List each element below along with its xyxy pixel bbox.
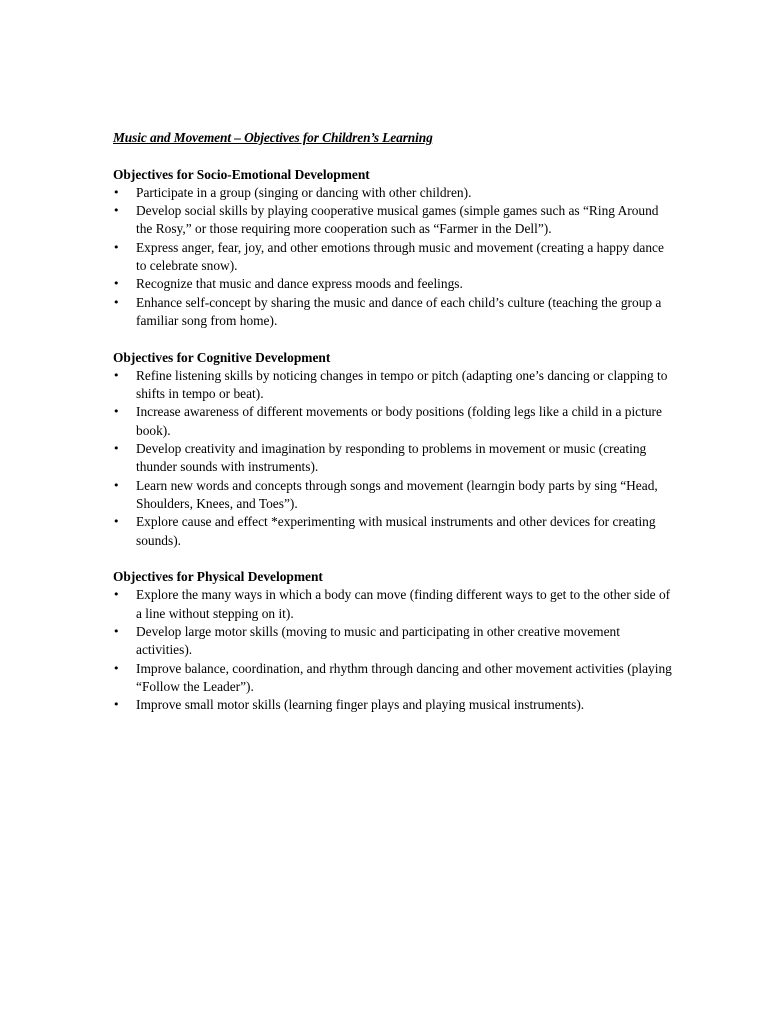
list-item-text: Learn new words and concepts through songs and movement (learngin body parts by sing “Head, Shoulders, Knees, and Toes”). [136,477,658,511]
list-item-text: Enhance self-concept by sharing the music and dance of each child’s culture (teaching the group a familiar song from home). [136,294,662,328]
bullet-icon: • [113,277,120,291]
list-item-text: Increase awareness of different movements or body positions (folding legs like a child in a picture book). [136,404,662,438]
list-item-text: Improve small motor skills (learning finger plays and playing musical instruments). [136,697,585,713]
objectives-section [113,568,673,714]
objectives-list [113,367,673,550]
list-item-text: Improve balance, coordination, and rhythm through dancing and other movement activities (playing “Follow the Leader”). [136,660,672,694]
bullet-icon: • [113,661,120,675]
list-item-text: Develop social skills by playing cooperative musical games (simple games such as “Ring Around the Rosy,” or those requiring more cooperation such as “Farmer in the Dell”). [136,203,659,237]
list-item [113,660,673,697]
bullet-icon: • [113,478,120,492]
list-item-text: Explore the many ways in which a body can move (finding different ways to get to the other side of a line without stepping on it). [136,587,671,621]
bullet-icon: • [113,240,120,254]
objectives-section [113,166,673,331]
list-item [113,403,673,440]
bullet-icon: • [113,515,120,529]
document-title: Music and Movement – Objectives for Children’s Learning [113,130,433,145]
bullet-icon: • [113,368,120,382]
list-item [113,477,673,514]
list-item-text: Recognize that music and dance express moods and feelings. [136,276,463,292]
bullet-icon: • [113,295,120,309]
bullet-icon: • [113,405,120,419]
list-item [113,202,673,239]
list-item [113,275,673,293]
bullet-icon: • [113,442,120,456]
section-heading: Objectives for Socio-Emotional Development [113,166,370,182]
bullet-icon: • [113,204,120,218]
bullet-icon: • [113,625,120,639]
list-item [113,696,673,714]
list-item [113,586,673,623]
list-item [113,440,673,477]
sections-container [113,166,673,715]
list-item-text: Explore cause and effect *experimenting with musical instruments and other devices for creating sounds). [136,514,656,548]
section-heading: Objectives for Cognitive Development [113,349,331,365]
objectives-section [113,349,673,550]
list-item [113,367,673,404]
section-heading: Objectives for Physical Development [113,569,323,585]
bullet-icon: • [113,588,120,602]
list-item-text: Express anger, fear, joy, and other emotions through music and movement (creating a happy dance to celebrate snow). [136,239,664,274]
list-item [113,513,673,550]
objectives-list [113,184,673,330]
objectives-list [113,586,673,714]
list-item-text: Develop creativity and imagination by responding to problems in movement or music (creating thunder sounds with instruments). [136,441,647,475]
bullet-icon: • [113,698,120,712]
list-item [113,623,673,660]
list-item [113,239,673,276]
list-item-text: Refine listening skills by noticing changes in tempo or pitch (adapting one’s dancing or clapping to shifts in tempo or beat). [136,367,668,402]
document-page [113,129,673,733]
list-item [113,294,673,331]
list-item-text: Participate in a group (singing or dancing with other children). [136,184,472,200]
list-item [113,184,673,202]
list-item-text: Develop large motor skills (moving to music and participating in other creative movement activities). [136,624,620,658]
bullet-icon: • [113,185,120,199]
